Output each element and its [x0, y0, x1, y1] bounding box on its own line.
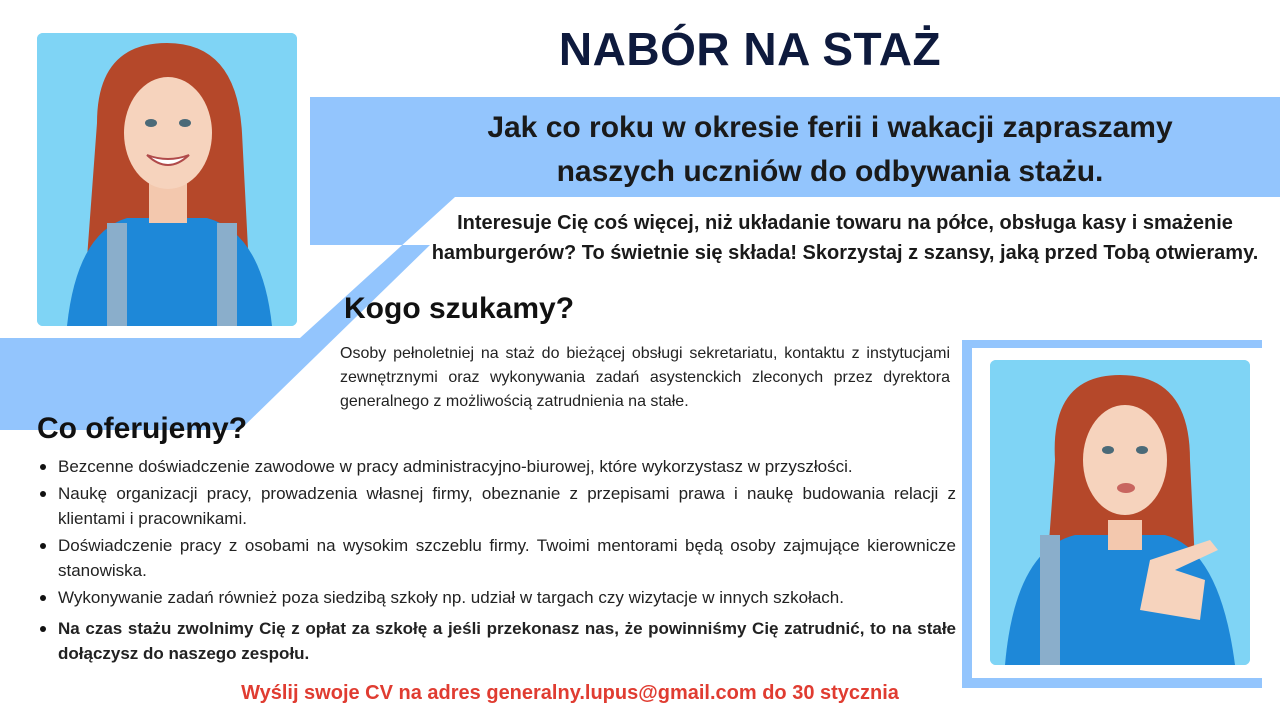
cta-text: Wyślij swoje CV na adres generalny.lupus@gmail.com do 30 stycznia [241, 682, 899, 704]
bullet-icon [40, 491, 46, 497]
offer-text: Bezcenne doświadczenie zawodowe w pracy administracyjno-biurowej, które wykorzystasz w przyszłości. [58, 457, 853, 476]
bullet-icon [40, 595, 46, 601]
list-item [36, 616, 956, 666]
lead-text [420, 106, 1240, 194]
lead-line-2: naszych uczniów do odbywania stażu. [556, 155, 1104, 188]
intro-text: Interesuje Cię coś więcej, niż układanie towaru na półce, obsługa kasy i smażenie hamburgerów? To świetnie się składa! Skorzystaj z szansy, jaką przed Tobą otwieramy. [431, 212, 1259, 264]
offer-text: Wykonywanie zadań również poza siedzibą szkoły np. udział w targach czy wizytacje w innych szkołach. [58, 588, 844, 607]
lead-line-1: Jak co roku w okresie ferii i wakacji zapraszamy [487, 111, 1173, 144]
bullet-icon [40, 464, 46, 470]
page-title: NABÓR NA STAŻ [558, 23, 942, 75]
list-item [36, 585, 956, 610]
photo-pointing-woman [990, 360, 1250, 665]
offers-list [36, 454, 956, 668]
offer-text: Doświadczenie pracy z osobami na wysokim szczeblu firmy. Twoimi mentorami będą osoby zajmujące kierownicze stanowiska. [58, 536, 956, 580]
offer-text: Naukę organizacji pracy, prowadzenia własnej firmy, obeznanie z przepisami prawa i naukę budowania relacji z klientami i pracownikami. [58, 484, 956, 528]
photo-smiling-woman [37, 33, 297, 326]
bullet-icon [40, 626, 46, 632]
list-item [36, 533, 956, 583]
list-item [36, 481, 956, 531]
list-item [36, 454, 956, 479]
co-oferujemy-heading: Co oferujemy? [37, 412, 248, 445]
kogo-szukamy-text: Osoby pełnoletniej na staż do bieżącej obsługi sekretariatu, kontaktu z instytucjami zewnętrznymi oraz wykonywania zadań asystenckich zleconych przez dyrektora generalnego z możliwością zatrudnienia na stałe. [340, 345, 950, 410]
offer-text: Na czas stażu zwolnimy Cię z opłat za szkołę a jeśli przekonasz nas, że powinniśmy Cię zatrudnić, to na stałe dołączysz do naszego zespołu. [58, 619, 956, 663]
bullet-icon [40, 543, 46, 549]
kogo-szukamy-heading: Kogo szukamy? [344, 292, 575, 325]
